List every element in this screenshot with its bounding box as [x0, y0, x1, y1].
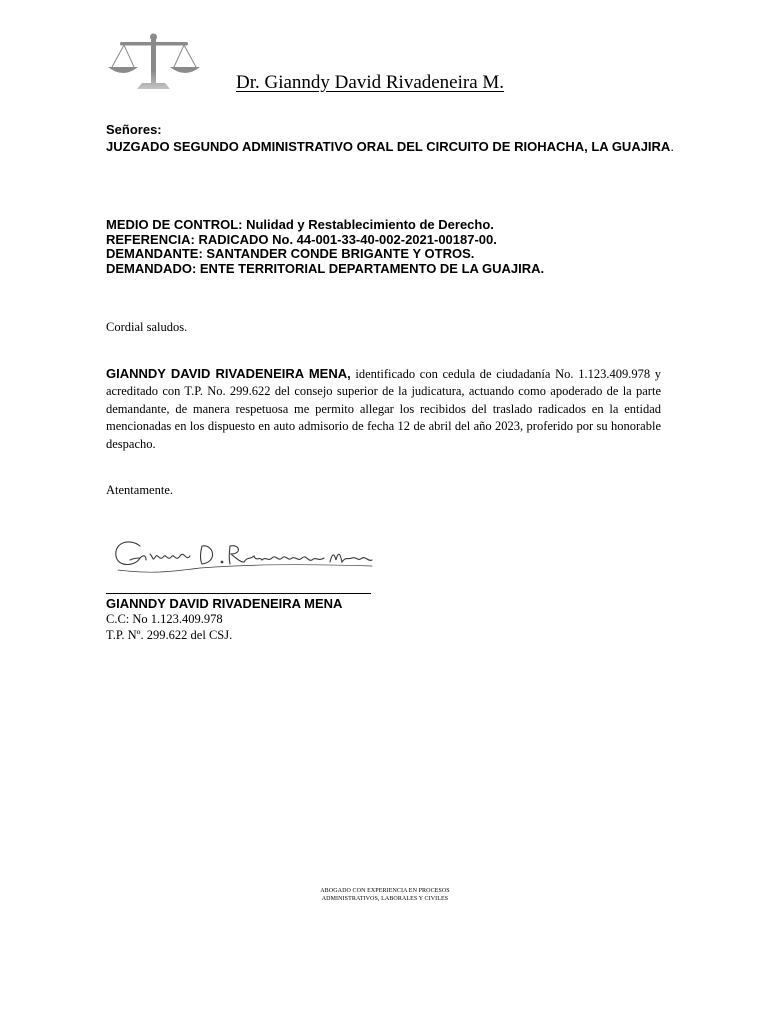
footer-tagline [230, 887, 540, 903]
body-paragraph [106, 365, 661, 453]
signer-id-number: C.C: No 1.123.409.978 [106, 612, 223, 626]
court-name-text: JUZGADO SEGUNDO ADMINISTRATIVO ORAL DEL CIRCUITO DE RIOHACHA, LA GUAJIRA [106, 139, 671, 154]
court-name-period: . [670, 139, 674, 154]
signer-name: GIANNDY DAVID RIVADENEIRA MENA [106, 596, 343, 611]
signer-professional-card: T.P. Nº. 299.622 del CSJ. [106, 628, 233, 642]
greeting: Cordial saludos. [106, 320, 188, 334]
reference-radicado: REFERENCIA: RADICADO No. 44-001-33-40-002-2021-00187-00. [106, 231, 497, 247]
signature-line [106, 593, 371, 594]
case-references [106, 218, 544, 276]
footer-line-1: ABOGADO CON EXPERIENCIA EN PROCESOS [320, 888, 450, 894]
reference-demandante: DEMANDANTE: SANTANDER CONDE BRIGANTE Y OTROS. [106, 246, 475, 261]
body-bold-name: GIANNDY DAVID RIVADENEIRA MENA, [106, 366, 351, 381]
scales-of-justice-icon [106, 33, 202, 91]
reference-medio-de-control: MEDIO DE CONTROL: Nulidad y Restablecimiento de Derecho. [106, 217, 494, 232]
reference-demandado: DEMANDADO: ENTE TERRITORIAL DEPARTAMENTO DE LA GUAJIRA. [106, 260, 545, 276]
handwritten-signature [110, 534, 380, 582]
closing: Atentamente. [106, 483, 173, 497]
letterhead-name: Dr. Gianndy David Rivadeneira M. [236, 72, 505, 93]
footer-line-2: ADMINISTRATIVOS, LABORALES Y CIVILES [321, 896, 449, 902]
salutation: Señores: [106, 122, 162, 137]
court-name [106, 138, 686, 155]
body-text: identificado con cedula de ciudadanía No. 1.123.409.978 y acreditado con T.P. No. 299.622 del consejo superior de la judicatura, actuando como apoderado de la parte demandante, de manera respetuosa me permito allegar los recibidos del traslado radicados en la entidad mencionadas en los dispuesto en auto admisorio de fecha 12 de abril del año 2023, proferido por su honorable despacho. [106, 367, 662, 451]
